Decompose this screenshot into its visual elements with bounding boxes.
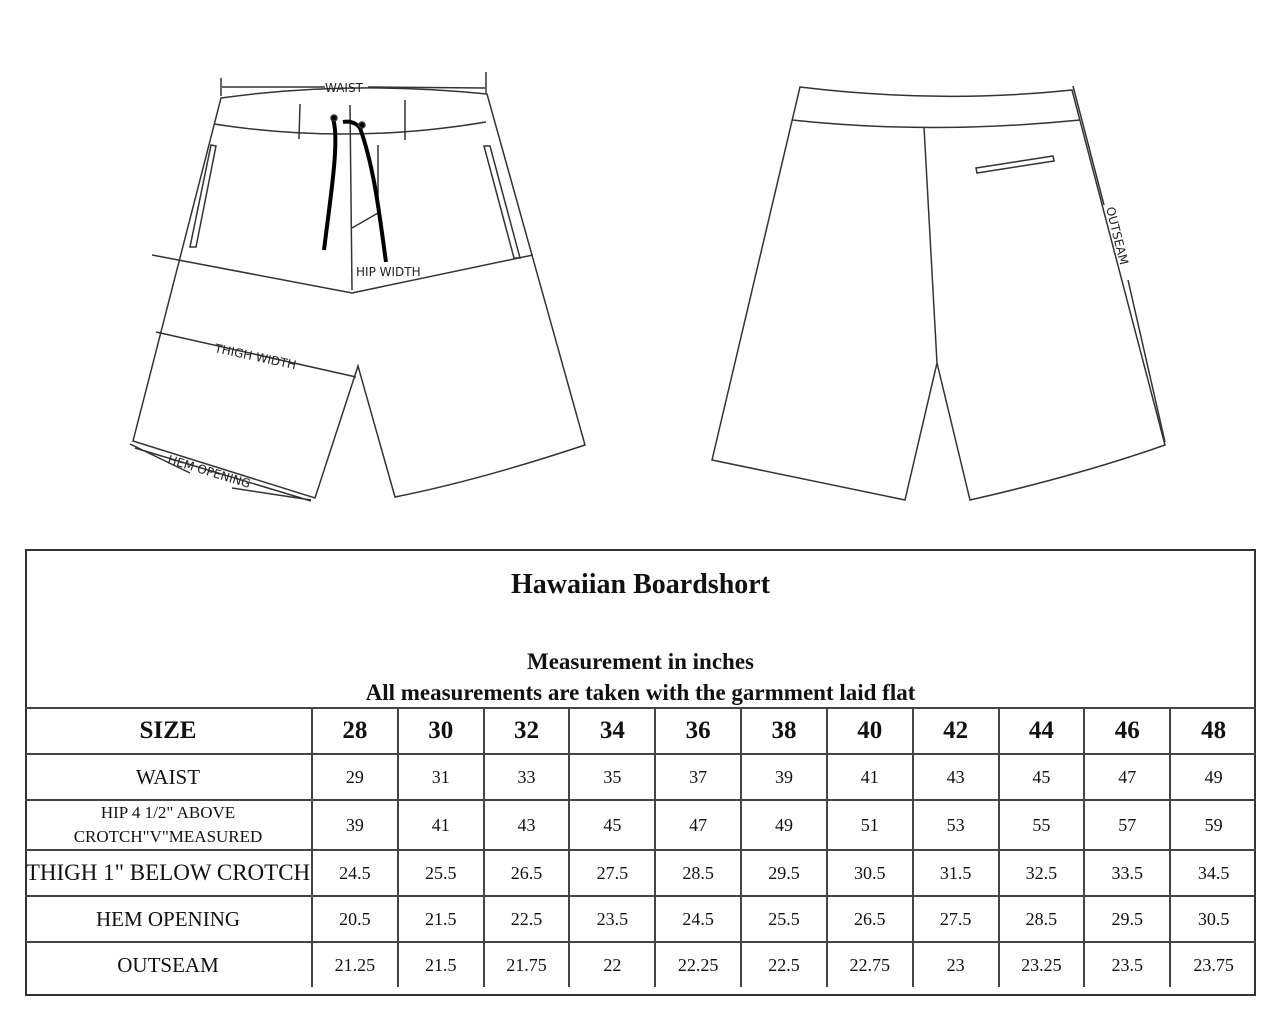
thigh-width-label: THIGH WIDTH [213,341,298,373]
table-cell: 24.5 [312,850,398,896]
chart-title: Hawaiian Boardshort [510,569,771,600]
hem-opening-label: HEM OPENING [166,452,253,491]
table-cell: 23.5 [569,896,655,942]
table-cell: 39 [741,754,827,800]
table-cell: 32.5 [999,850,1085,896]
table-cell: 31.5 [913,850,999,896]
table-cell: 22.25 [655,942,741,987]
table-row [25,896,1256,942]
table-cell: 39 [312,800,398,850]
table-cell: 27.5 [913,896,999,942]
table-row [25,800,1256,850]
table-cell: 23.5 [1084,942,1170,987]
table-cell: 33 [484,754,570,800]
table-cell: 25.5 [398,850,484,896]
table-cell: 28.5 [999,896,1085,942]
table-cell: 22.5 [484,896,570,942]
table-cell: 20.5 [312,896,398,942]
table-cell: 41 [398,800,484,850]
table-cell: 51 [827,800,913,850]
table-cell: 30.5 [827,850,913,896]
size-column-header: 32 [484,708,570,754]
table-cell: 21.75 [484,942,570,987]
size-column-header: 40 [827,708,913,754]
table-cell: 49 [1170,754,1256,800]
size-column-header: 46 [1084,708,1170,754]
table-cell: 29.5 [1084,896,1170,942]
size-column-header: 42 [913,708,999,754]
size-column-header: 36 [655,708,741,754]
table-cell: 33.5 [1084,850,1170,896]
row-label: OUTSEAM [25,942,312,987]
table-cell: 47 [1084,754,1170,800]
row-label: HEM OPENING [25,896,312,942]
size-column-header: 28 [312,708,398,754]
table-cell: 26.5 [827,896,913,942]
size-header: SIZE [25,708,312,754]
waist-label: WAIST [325,81,363,95]
size-column-header: 44 [999,708,1085,754]
table-cell: 25.5 [741,896,827,942]
row-label: THIGH 1" BELOW CROTCH [25,850,312,896]
table-cell: 37 [655,754,741,800]
table-cell: 22.5 [741,942,827,987]
table-cell: 21.5 [398,896,484,942]
table-cell: 23.75 [1170,942,1256,987]
table-cell: 43 [484,800,570,850]
table-cell: 27.5 [569,850,655,896]
table-cell: 34.5 [1170,850,1256,896]
table-cell: 23 [913,942,999,987]
table-header-row [25,708,1256,754]
hip-width-label: HIP WIDTH [356,265,421,279]
table-cell: 49 [741,800,827,850]
size-column-header: 48 [1170,708,1256,754]
table-cell: 30.5 [1170,896,1256,942]
table-row [25,754,1256,800]
table-cell: 55 [999,800,1085,850]
table-cell: 22 [569,942,655,987]
table-cell: 22.75 [827,942,913,987]
chart-subtitle-units: Measurement in inches [526,649,754,674]
row-label: WAIST [25,754,312,800]
table-cell: 29.5 [741,850,827,896]
table-cell: 59 [1170,800,1256,850]
table-cell: 21.25 [312,942,398,987]
table-cell: 57 [1084,800,1170,850]
table-row [25,942,1256,987]
table-cell: 43 [913,754,999,800]
size-table [25,707,1256,987]
table-cell: 41 [827,754,913,800]
size-chart [25,549,1256,996]
table-cell: 53 [913,800,999,850]
table-cell: 26.5 [484,850,570,896]
table-cell: 21.5 [398,942,484,987]
table-cell: 28.5 [655,850,741,896]
table-cell: 47 [655,800,741,850]
table-cell: 31 [398,754,484,800]
size-column-header: 34 [569,708,655,754]
table-cell: 29 [312,754,398,800]
size-column-header: 38 [741,708,827,754]
table-cell: 35 [569,754,655,800]
table-cell: 23.25 [999,942,1085,987]
table-cell: 24.5 [655,896,741,942]
chart-subtitle-note: All measurements are taken with the garmment laid flat [365,680,916,705]
size-column-header: 30 [398,708,484,754]
table-cell: 45 [999,754,1085,800]
table-row [25,850,1256,896]
row-label: HIP 4 1/2" ABOVE CROTCH"V"MEASURED [25,800,312,850]
outseam-label: OUTSEAM [1103,205,1132,267]
table-cell: 45 [569,800,655,850]
